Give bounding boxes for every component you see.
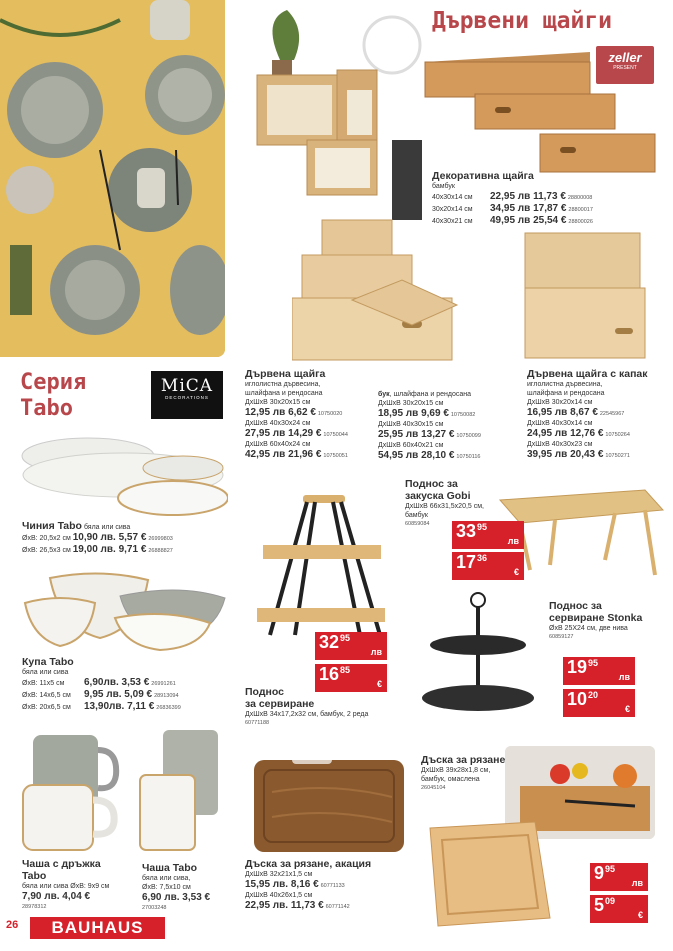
serving-tray-info xyxy=(245,686,415,728)
beech-box-size: ДхШхВ 60х40х21 см xyxy=(378,442,444,449)
deco-box-size: 40x30x14 см xyxy=(432,194,473,201)
cutting-board-price-eur-main: 5 xyxy=(594,895,605,915)
serving-tray-price-eur-main: 16 xyxy=(319,664,340,684)
wood-box-sku: 10750051 xyxy=(323,453,348,459)
deco-box-title: Декоративна щайга xyxy=(432,170,534,182)
zeller-logo-sub: PRESENT xyxy=(613,65,637,71)
deco-box-price: 34,95 лв 17,87 € xyxy=(490,203,567,214)
cutting-board-image xyxy=(420,818,555,930)
beech-box-sku: 10750116 xyxy=(456,454,481,460)
bowl-title: Купа Tabo xyxy=(22,656,74,668)
bowl-sku: 26991261 xyxy=(151,681,176,687)
stonka-price-eur xyxy=(563,689,635,717)
bauhaus-logo xyxy=(30,917,165,939)
beech-box-desc: , шлайфана и рендосана xyxy=(389,391,472,398)
tray-gobi-price-bgn xyxy=(452,521,524,549)
wood-box-size: ДхШхВ 40х30х24 см xyxy=(245,420,311,427)
mica-logo-sub: DECORATIONS xyxy=(165,395,209,400)
lid-box-sku: 10750271 xyxy=(605,453,630,459)
wall-crates-image xyxy=(232,0,432,235)
deco-box-material: бамбук xyxy=(432,183,455,190)
deco-box-sku: 28800026 xyxy=(568,219,593,225)
cup-desc2: ØхВ: 7,5х10 см xyxy=(142,884,191,891)
cutting-board-price-eur-currency: € xyxy=(637,910,643,920)
cutting-board-sku: 26045104 xyxy=(421,785,446,791)
tabo-plates-image xyxy=(18,428,228,520)
cutting-board-price-eur xyxy=(590,895,648,923)
stonka-price-bgn-main: 19 xyxy=(567,657,588,677)
serving-tray-image xyxy=(255,490,385,638)
page-title: Дървени щайги xyxy=(432,8,613,34)
serving-tray-price-bgn xyxy=(315,632,387,660)
stonka-sku: 60859127 xyxy=(549,634,574,640)
deco-box-price: 49,95 лв 25,54 € xyxy=(490,215,567,226)
tray-gobi-price-eur xyxy=(452,552,524,580)
beech-box-sku: 10750082 xyxy=(450,412,476,418)
tray-gobi-desc1: ДхШхВ 66х31,5х20,5 см, xyxy=(405,503,485,510)
serving-tray-price-bgn-cents: 95 xyxy=(340,633,351,643)
stacked-crates-image xyxy=(292,210,472,365)
lid-box-price: 39,95 лв 20,43 € xyxy=(527,449,604,460)
tabo-series-title xyxy=(20,370,86,422)
tray-gobi-price-bgn-main: 33 xyxy=(456,521,477,541)
beech-box-sku: 10750099 xyxy=(456,433,481,439)
wood-box-price: 12,95 лв 6,62 € xyxy=(245,407,316,418)
bauhaus-logo-text: BAUHAUS xyxy=(51,918,144,937)
cutting-board-title: Дъска за рязане xyxy=(421,754,506,766)
lid-box-size: ДхШхВ 30х20х14 см xyxy=(527,399,593,406)
bowl-sku: 28913094 xyxy=(154,693,179,699)
stonka-price-bgn-currency: лв xyxy=(618,672,630,682)
deco-box-row xyxy=(432,191,667,203)
serving-tray-sku: 60771188 xyxy=(245,720,270,726)
tray-gobi-title1: Поднос за xyxy=(405,478,458,490)
tray-gobi-price-eur-cents: 36 xyxy=(477,553,488,563)
cup-info xyxy=(142,862,232,913)
tabo-mugs-image xyxy=(18,730,230,855)
stonka-title2: сервиране Stonka xyxy=(549,612,643,624)
cup-desc1: бяла или сива, xyxy=(142,875,191,882)
stonka-info xyxy=(549,600,669,642)
zeller-logo-text: zeller xyxy=(608,50,642,65)
tray-gobi-price-bgn-currency: лв xyxy=(507,536,519,546)
wood-box-desc1: иглолистна дървесина, xyxy=(245,381,321,388)
wood-box-desc2: шлайфана и рендосана xyxy=(245,390,323,397)
acacia-board-title: Дъска за рязане, акация xyxy=(245,858,372,870)
lid-box-title: Дървена щайга с капак xyxy=(527,368,648,380)
serving-tray-price-eur-cents: 85 xyxy=(340,665,351,675)
dishes-sku: 26999803 xyxy=(148,536,173,542)
serving-tray-price-eur-currency: € xyxy=(376,679,382,689)
bowl-size: ØхВ: 20х6,5 см xyxy=(22,704,71,711)
stonka-price-eur-main: 10 xyxy=(567,689,588,709)
cutting-board-price-bgn xyxy=(590,863,648,891)
tray-gobi-sku: 60859084 xyxy=(405,521,430,527)
acacia-board-size: ДхШхВ 40х26х1,5 см xyxy=(245,892,313,899)
lid-box-price: 16,95 лв 8,67 € xyxy=(527,407,598,418)
tray-gobi-title2: закуска Gobi xyxy=(405,490,471,502)
stonka-price-eur-cents: 20 xyxy=(588,690,599,700)
wood-box-price: 42,95 лв 21,96 € xyxy=(245,449,322,460)
tray-gobi-price-bgn-cents: 95 xyxy=(477,522,488,532)
table-setting-illustration xyxy=(0,0,225,357)
dishes-sku: 26888827 xyxy=(148,548,173,554)
bowl-price: 13,90лв. 7,11 € xyxy=(84,701,155,712)
bowl-size: ØхВ: 14х6,5 см xyxy=(22,692,71,699)
bowl-sku: 26836399 xyxy=(156,705,181,711)
lid-box-size: ДхШхВ 40х30х23 см xyxy=(527,441,593,448)
cutting-board-desc1: ДхШхВ 39х28х1,8 см, xyxy=(421,767,491,774)
dishes-price: 19,00 лв. 9,71 € xyxy=(72,544,147,555)
wood-box-sku: 10750044 xyxy=(323,432,348,438)
wood-box-sku: 10750020 xyxy=(317,411,343,417)
mug-title1: Чаша с дръжка xyxy=(22,858,101,870)
bowl-row xyxy=(22,689,227,701)
serving-tray-price-bgn-currency: лв xyxy=(370,647,382,657)
lid-box-price: 24,95 лв 12,76 € xyxy=(527,428,604,439)
wood-box-info xyxy=(245,368,380,461)
bowl-price: 9,95 лв. 5,09 € xyxy=(84,689,153,700)
dishes-size: ØхВ: 20,5х2 см xyxy=(22,535,71,542)
beech-box-material: бук xyxy=(378,391,390,398)
table-setting-photo xyxy=(0,0,225,357)
beech-box-info xyxy=(378,390,518,462)
lid-box-desc2: шлайфана и рендосана xyxy=(527,390,605,397)
deco-box-sku: 28800017 xyxy=(568,207,593,213)
serving-tray-title2: за сервиране xyxy=(245,698,315,710)
cup-title: Чаша Tabo xyxy=(142,862,198,874)
mica-logo xyxy=(151,371,223,419)
mug-info xyxy=(22,858,137,912)
stonka-price-bgn xyxy=(563,657,635,685)
beech-box-size: ДхШхВ 40х30х15 см xyxy=(378,421,444,428)
lid-crate-image xyxy=(515,228,660,363)
beech-box-price: 25,95 лв 13,27 € xyxy=(378,429,455,440)
serving-tray-title1: Поднос xyxy=(245,686,284,698)
serving-tray-price-bgn-main: 32 xyxy=(319,632,340,652)
cup-price: 6,90 лв. 3,53 € xyxy=(142,892,211,903)
stonka-price-eur-currency: € xyxy=(624,704,630,714)
dishes-title: Чиния Tabo xyxy=(22,520,82,532)
page-number: 26 xyxy=(6,919,19,931)
cutting-board-price-eur-cents: 09 xyxy=(605,896,616,906)
stonka-desc: ØхВ 25Х24 см, две нива xyxy=(549,625,628,632)
dishes-desc: бяла или сива xyxy=(83,524,131,531)
cutting-board-price-bgn-currency: лв xyxy=(631,878,643,888)
acacia-board-size: ДхШхВ 32х21х1,5 см xyxy=(245,871,313,878)
bowl-row xyxy=(22,701,227,713)
acacia-board-sku: 60771133 xyxy=(320,883,345,889)
dishes-row xyxy=(22,532,227,544)
bowl-desc: бяла или сива xyxy=(22,669,69,676)
bowl-price: 6,90лв. 3,53 € xyxy=(84,677,150,688)
cutting-board-price-bgn-cents: 95 xyxy=(605,864,616,874)
mug-price: 7,90 лв. 4,04 € xyxy=(22,891,91,902)
beech-box-size: ДхШхВ 30х20х15 см xyxy=(378,400,444,407)
acacia-board-price: 22,95 лв. 11,73 € xyxy=(245,900,324,911)
mica-logo-text: MiCA xyxy=(160,376,214,396)
tray-gobi-price-eur-currency: € xyxy=(513,567,519,577)
stonka-stand-image xyxy=(420,590,535,725)
lid-box-desc1: иглолистна дървесина, xyxy=(527,381,603,388)
wood-box-title: Дървена щайга xyxy=(245,368,326,380)
cup-sku: 27003248 xyxy=(142,905,167,911)
dishes-price: 10,90 лв. 5,57 € xyxy=(72,532,147,543)
stonka-price-bgn-cents: 95 xyxy=(588,658,599,668)
lid-box-sku: 22545967 xyxy=(599,411,625,417)
dishes-size: ØхВ: 26,5х3 см xyxy=(22,547,71,554)
mug-sku: 28978312 xyxy=(22,904,47,910)
acacia-board-info xyxy=(245,858,420,912)
beech-box-price: 54,95 лв 28,10 € xyxy=(378,450,455,461)
stonka-title1: Поднос за xyxy=(549,600,602,612)
wood-box-price: 27,95 лв 14,29 € xyxy=(245,428,322,439)
bowl-info xyxy=(22,656,227,713)
tabo-title-line2: Tabo xyxy=(20,396,73,421)
deco-box-size: 40x30x21 см xyxy=(432,218,473,225)
acacia-board-sku: 60771142 xyxy=(325,904,350,910)
tray-gobi-price-eur-main: 17 xyxy=(456,552,477,572)
serving-tray-desc: ДхШхВ 34х17,2х32 см, бамбук, 2 реда xyxy=(245,711,369,718)
bowl-row xyxy=(22,677,227,689)
tabo-title-line1: Серия xyxy=(20,370,87,395)
cutting-board-price-bgn-main: 9 xyxy=(594,863,605,883)
deco-box-price: 22,95 лв 11,73 € xyxy=(490,191,566,202)
bowl-size: ØхВ: 11х5 см xyxy=(22,680,65,687)
deco-box-sku: 28800008 xyxy=(567,195,593,201)
wood-box-size: ДхШхВ 60х40х24 см xyxy=(245,441,311,448)
dishes-row xyxy=(22,544,227,556)
mug-desc: бяла или сива ØхВ: 9х9 см xyxy=(22,883,110,890)
mug-title2: Tabo xyxy=(22,870,47,882)
dishes-info xyxy=(22,520,227,556)
lid-box-sku: 10750264 xyxy=(605,432,630,438)
deco-crates-image xyxy=(420,52,660,184)
wood-box-size: ДхШхВ 30х20х15 см xyxy=(245,399,311,406)
lid-box-info xyxy=(527,368,669,461)
acacia-board-image xyxy=(252,752,412,857)
tray-gobi-desc2: бамбук xyxy=(405,512,428,519)
beech-box-price: 18,95 лв 9,69 € xyxy=(378,408,449,419)
acacia-board-price: 15,95 лв. 8,16 € xyxy=(245,879,319,890)
cutting-board-desc2: бамбук, омаслена xyxy=(421,776,480,783)
tabo-bowls-image xyxy=(20,568,230,653)
lid-box-size: ДхШхВ 40х30х14 см xyxy=(527,420,593,427)
deco-box-size: 30x20x14 см xyxy=(432,206,473,213)
